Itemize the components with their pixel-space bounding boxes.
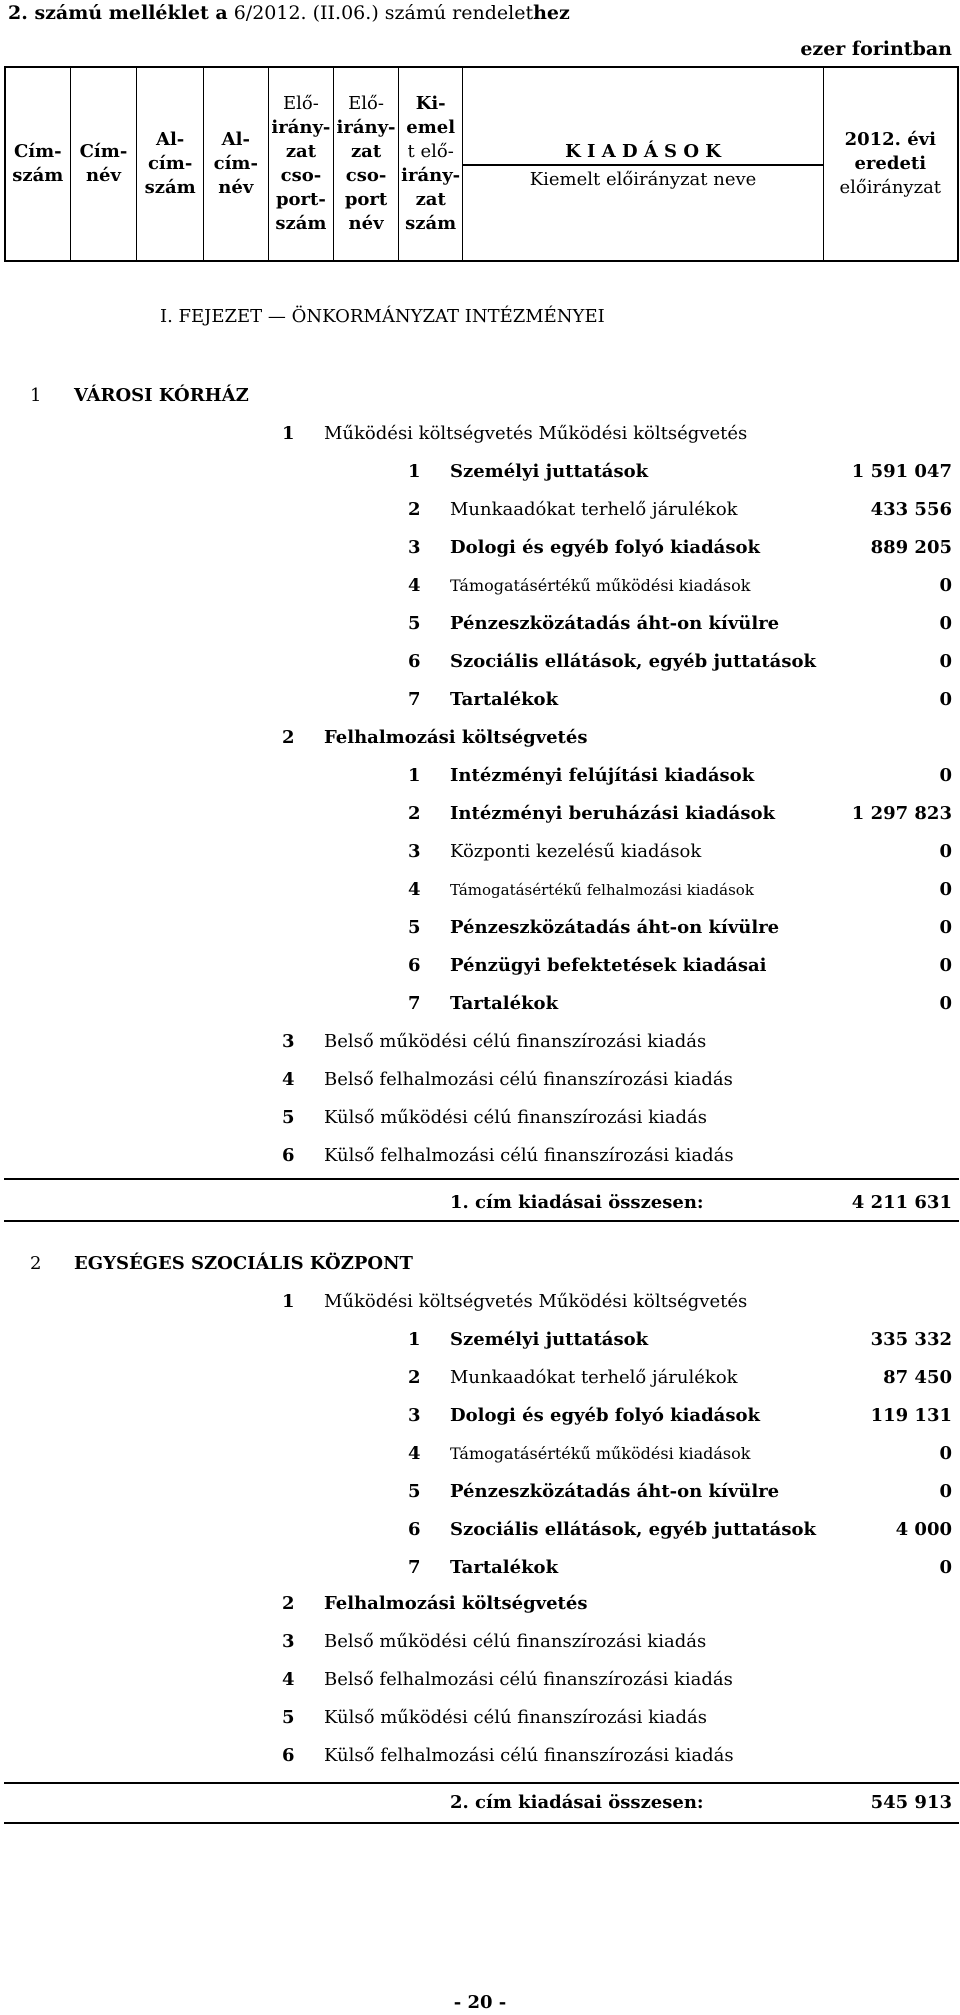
section-total-value: 545 913 bbox=[870, 1792, 952, 1813]
item-value: 0 bbox=[939, 613, 952, 634]
item-number: 3 bbox=[408, 537, 421, 558]
col-eloiranyzat-csoport-szam: Elő- irány- zat cso- port- szám bbox=[268, 67, 334, 261]
group-number: 3 bbox=[282, 1031, 295, 1052]
unit-label: ezer forintban bbox=[800, 38, 952, 60]
group-number: 6 bbox=[282, 1145, 295, 1166]
group-name: Belső működési célú finanszírozási kiadás bbox=[324, 1631, 707, 1652]
total-divider bbox=[4, 1178, 959, 1180]
item-value: 0 bbox=[939, 917, 952, 938]
item-name: Személyi juttatások bbox=[450, 461, 649, 482]
group-number: 6 bbox=[282, 1745, 295, 1766]
group-name: Külső felhalmozási célú finanszírozási kiadás bbox=[324, 1745, 734, 1766]
kiadasok-heading: K I A D Á S O K bbox=[565, 141, 721, 162]
item-value: 0 bbox=[939, 575, 952, 596]
group-name: Belső felhalmozási célú finanszírozási kiadás bbox=[324, 1069, 733, 1090]
item-number: 4 bbox=[408, 879, 421, 900]
col-cim-szam: Cím- szám bbox=[5, 67, 70, 261]
title-part-3: hez bbox=[533, 2, 570, 24]
col-eloiranyzat-csoport-nev: Elő- irány- zat cso- port név bbox=[334, 67, 399, 261]
item-name: Dologi és egyéb folyó kiadások bbox=[450, 537, 760, 558]
item-number: 5 bbox=[408, 1481, 421, 1502]
item-name: Intézményi beruházási kiadások bbox=[450, 803, 775, 824]
item-number: 3 bbox=[408, 1405, 421, 1426]
item-value: 4 000 bbox=[895, 1519, 952, 1540]
group-number: 3 bbox=[282, 1631, 295, 1652]
group-number: 2 bbox=[282, 727, 295, 748]
item-name: Pénzeszközátadás áht-on kívülre bbox=[450, 613, 780, 634]
item-value: 0 bbox=[939, 955, 952, 976]
title-part-1: 2. számú melléklet a bbox=[8, 2, 228, 24]
item-number: 1 bbox=[408, 765, 421, 786]
column-header-table bbox=[4, 66, 959, 262]
section-total-value: 4 211 631 bbox=[851, 1192, 952, 1213]
item-number: 2 bbox=[408, 1367, 421, 1388]
item-number: 2 bbox=[408, 499, 421, 520]
col-kiemelt-szam: Ki- emel t elő- irány- zat szám bbox=[398, 67, 463, 261]
item-number: 6 bbox=[408, 1519, 421, 1540]
item-number: 7 bbox=[408, 993, 421, 1014]
item-value: 0 bbox=[939, 1443, 952, 1464]
group-number: 1 bbox=[282, 423, 295, 444]
item-number: 6 bbox=[408, 955, 421, 976]
item-value: 433 556 bbox=[870, 499, 952, 520]
group-name: Külső működési célú finanszírozási kiadás bbox=[324, 1707, 707, 1728]
item-value: 0 bbox=[939, 841, 952, 862]
item-value: 0 bbox=[939, 1557, 952, 1578]
item-number: 1 bbox=[408, 1329, 421, 1350]
group-name: Felhalmozási költségvetés bbox=[324, 1593, 588, 1614]
item-name: Személyi juttatások bbox=[450, 1329, 649, 1350]
total-divider bbox=[4, 1220, 959, 1222]
title-part-2: 6/2012. (II.06.) számú rendelet bbox=[227, 2, 534, 24]
item-value: 0 bbox=[939, 879, 952, 900]
group-name: Belső felhalmozási célú finanszírozási kiadás bbox=[324, 1669, 733, 1690]
item-number: 4 bbox=[408, 575, 421, 596]
group-name: Felhalmozási költségvetés bbox=[324, 727, 588, 748]
item-number: 4 bbox=[408, 1443, 421, 1464]
group-name: Külső működési célú finanszírozási kiadás bbox=[324, 1107, 707, 1128]
item-value: 119 131 bbox=[870, 1405, 952, 1426]
item-name: Dologi és egyéb folyó kiadások bbox=[450, 1405, 760, 1426]
chapter-title: I. FEJEZET — ÖNKORMÁNYZAT INTÉZMÉNYEI bbox=[160, 306, 605, 327]
group-number: 4 bbox=[282, 1669, 295, 1690]
total-divider bbox=[4, 1822, 959, 1824]
item-number: 5 bbox=[408, 917, 421, 938]
group-name: Működési költségvetés Működési költségvetés bbox=[324, 1291, 748, 1312]
item-name: Pénzeszközátadás áht-on kívülre bbox=[450, 917, 780, 938]
group-name: Külső felhalmozási célú finanszírozási kiadás bbox=[324, 1145, 734, 1166]
section-name: VÁROSI KÓRHÁZ bbox=[74, 385, 249, 406]
item-number: 5 bbox=[408, 613, 421, 634]
item-value: 1 591 047 bbox=[851, 461, 952, 482]
col-kiadasok bbox=[463, 67, 823, 261]
item-name: Intézményi felújítási kiadások bbox=[450, 765, 755, 786]
page-number: - 20 - bbox=[453, 1992, 507, 2013]
item-value: 889 205 bbox=[870, 537, 952, 558]
item-number: 6 bbox=[408, 651, 421, 672]
item-name: Szociális ellátások, egyéb juttatások bbox=[450, 1519, 816, 1540]
group-number: 2 bbox=[282, 1593, 295, 1614]
item-name: Központi kezelésű kiadások bbox=[450, 841, 702, 862]
section-number: 1 bbox=[30, 385, 42, 406]
item-name: Támogatásértékű működési kiadások bbox=[450, 1444, 751, 1463]
item-name: Szociális ellátások, egyéb juttatások bbox=[450, 651, 816, 672]
item-name: Pénzügyi befektetések kiadásai bbox=[450, 955, 767, 976]
item-number: 7 bbox=[408, 1557, 421, 1578]
item-number: 7 bbox=[408, 689, 421, 710]
item-name: Tartalékok bbox=[450, 1557, 559, 1578]
item-number: 1 bbox=[408, 461, 421, 482]
total-divider bbox=[4, 1782, 959, 1784]
col-alcim-nev: Al- cím- név bbox=[203, 67, 268, 261]
item-value: 0 bbox=[939, 765, 952, 786]
group-number: 1 bbox=[282, 1291, 295, 1312]
section-total-label: 1. cím kiadásai összesen: bbox=[450, 1192, 704, 1213]
col-eredeti-eloiranyzat: 2012. évi eredeti előirányzat bbox=[823, 67, 958, 261]
item-name: Támogatásértékű felhalmozási kiadások bbox=[450, 881, 754, 899]
item-name: Támogatásértékű működési kiadások bbox=[450, 576, 751, 595]
item-value: 1 297 823 bbox=[851, 803, 952, 824]
group-number: 5 bbox=[282, 1707, 295, 1728]
item-value: 0 bbox=[939, 651, 952, 672]
item-number: 2 bbox=[408, 803, 421, 824]
group-number: 5 bbox=[282, 1107, 295, 1128]
item-value: 335 332 bbox=[870, 1329, 952, 1350]
section-name: EGYSÉGES SZOCIÁLIS KÖZPONT bbox=[74, 1253, 413, 1274]
page-title bbox=[8, 2, 570, 24]
kiemelt-nev-heading: Kiemelt előirányzat neve bbox=[529, 169, 757, 190]
group-name: Belső működési célú finanszírozási kiadás bbox=[324, 1031, 707, 1052]
item-name: Tartalékok bbox=[450, 993, 559, 1014]
group-number: 4 bbox=[282, 1069, 295, 1090]
item-number: 3 bbox=[408, 841, 421, 862]
item-value: 0 bbox=[939, 689, 952, 710]
item-name: Munkaadókat terhelő járulékok bbox=[450, 499, 738, 520]
section-total-label: 2. cím kiadásai összesen: bbox=[450, 1792, 704, 1813]
item-name: Tartalékok bbox=[450, 689, 559, 710]
col-cim-nev: Cím- név bbox=[70, 67, 137, 261]
col-alcim-szam: Al- cím- szám bbox=[137, 67, 204, 261]
item-name: Pénzeszközátadás áht-on kívülre bbox=[450, 1481, 780, 1502]
item-name: Munkaadókat terhelő járulékok bbox=[450, 1367, 738, 1388]
item-value: 87 450 bbox=[883, 1367, 952, 1388]
item-value: 0 bbox=[939, 993, 952, 1014]
section-number: 2 bbox=[30, 1253, 42, 1274]
group-name: Működési költségvetés Működési költségvetés bbox=[324, 423, 748, 444]
item-value: 0 bbox=[939, 1481, 952, 1502]
